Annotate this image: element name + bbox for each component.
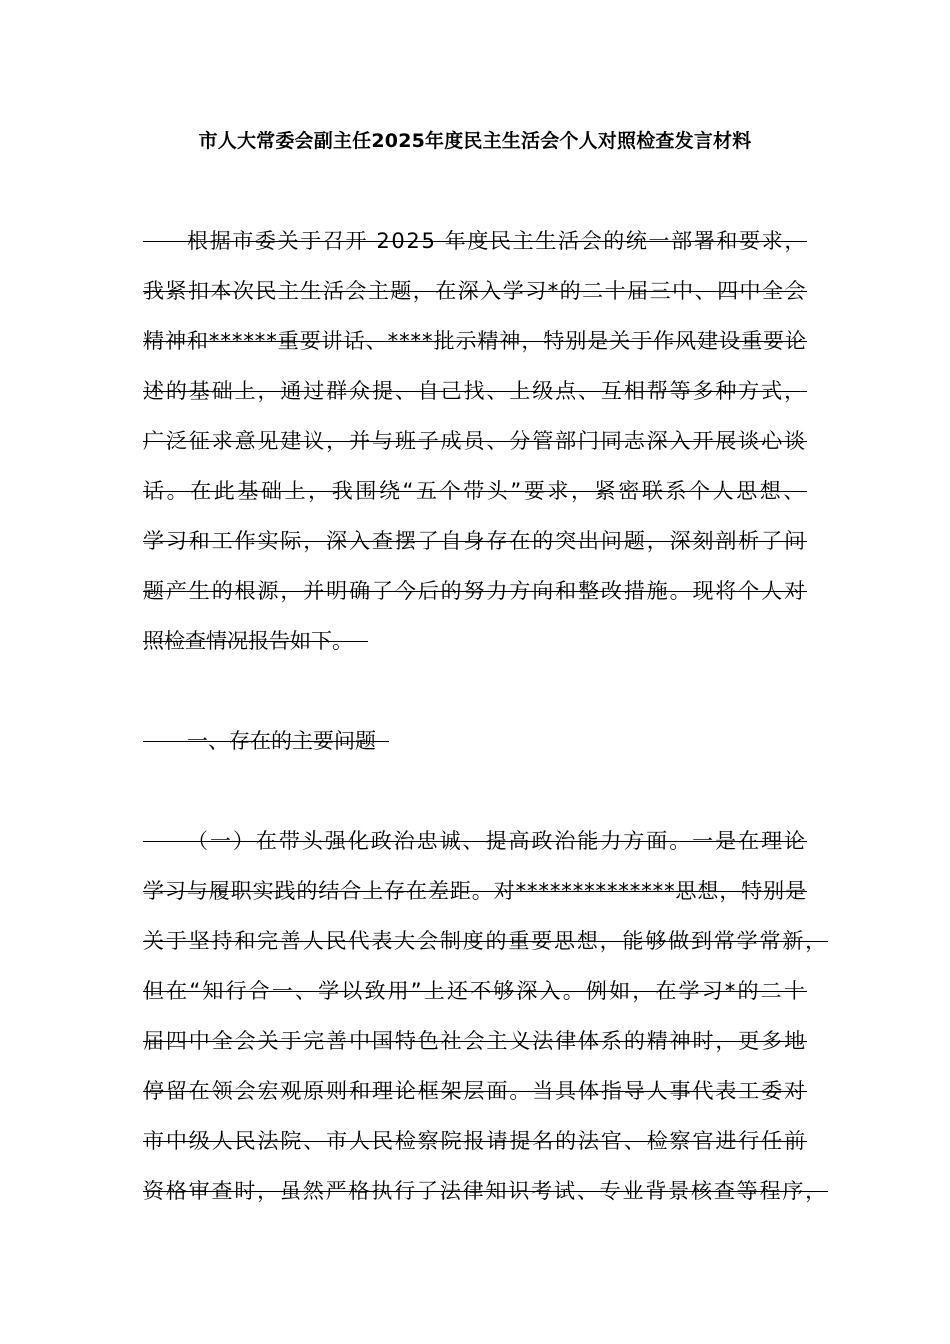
paragraph-1-line-8: 题产生的根源，并明确了今后的努力方向和整改措施。现将个人对 <box>143 579 807 603</box>
text-line <box>143 326 807 376</box>
paragraph-1-line-5: 广泛征求意见建议，并与班子成员、分管部门同志深入开展谈心谈 <box>143 429 807 453</box>
paragraph-2-line-5: 届四中全会关于完善中国特色社会主义法律体系的精神时，更多地 <box>143 1029 807 1053</box>
paragraph-1-line-6: 话。在此基础上，我围绕“五个带头”要求，紧密联系个人思想、 <box>143 479 807 503</box>
section-heading <box>143 726 807 826</box>
paragraph-1-line-3: 精神和******重要讲话、****批示精神，特别是关于作风建设重要论 <box>143 329 807 353</box>
paragraph-2-line-6: 停留在领会宏观原则和理论框架层面。当具体指导人事代表工委对 <box>143 1079 807 1103</box>
paragraph-2-line-3: 关于坚持和完善人民代表大会制度的重要思想，能够做到常学常新， <box>143 929 828 953</box>
text-line <box>143 976 807 1026</box>
paragraph-2-line-7: 市中级人民法院、市人民检察院报请提名的法官、检察官进行任前 <box>143 1129 807 1153</box>
paragraph-2-line-1: （一）在带头强化政治忠诚、提高政治能力方面。一是在理论 <box>187 829 807 853</box>
text-line <box>143 626 807 726</box>
document-body <box>143 226 828 1226</box>
paragraph-1-line-4: 述的基础上，通过群众提、自己找、上级点、互相帮等多种方式， <box>143 379 807 403</box>
text-line <box>143 1026 807 1076</box>
text-line <box>143 426 807 476</box>
text-line <box>143 276 807 326</box>
text-line <box>143 926 828 976</box>
text-line <box>143 826 807 876</box>
text-line <box>143 526 807 576</box>
text-line <box>143 476 807 526</box>
text-line <box>143 376 807 426</box>
text-line <box>143 226 807 276</box>
text-line <box>143 576 807 626</box>
paragraph-2-line-8: 资格审查时，虽然严格执行了法律知识考试、专业背景核查等程序， <box>143 1179 828 1203</box>
paragraph-1-line-2: 我紧扣本次民主生活会主题，在深入学习*的二十届三中、四中全会 <box>143 279 807 303</box>
paragraph-1-line-7: 学习和工作实际，深入查摆了自身存在的突出问题，深刻剖析了问 <box>143 529 807 553</box>
text-line <box>143 1076 807 1126</box>
paragraph-2-line-4: 但在“知行合一、学以致用”上还不够深入。例如，在学习*的二十 <box>143 979 807 1003</box>
text-line <box>143 876 807 926</box>
paragraph-1-line-1: 根据市委关于召开 2025 年度民主生活会的统一部署和要求， <box>187 229 807 253</box>
section-1-heading: 一、存在的主要问题 <box>187 729 376 753</box>
text-line <box>143 1176 828 1226</box>
document-title: 市人大常委会副主任2025年度民主生活会个人对照检查发言材料 <box>198 130 752 152</box>
paragraph-1-line-9: 照检查情况报告如下。 <box>143 629 353 653</box>
paragraph-2-line-2: 学习与履职实践的结合上存在差距。对**************思想，特别是 <box>143 879 807 903</box>
text-line <box>143 1126 807 1176</box>
